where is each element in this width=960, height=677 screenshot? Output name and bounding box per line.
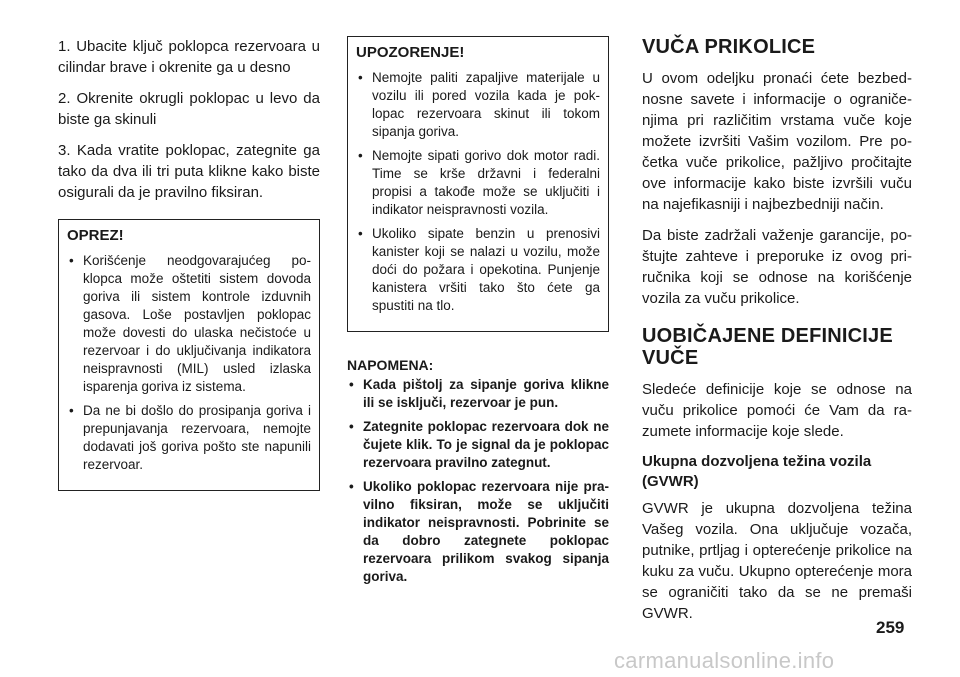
note-item: • Zategnite poklopac rezervoara dok ne čujete klik. To je signal da je poklopac rezervoara pravilno zategnut.	[347, 418, 609, 472]
warning-list	[356, 69, 600, 315]
towing-warranty: Da biste zadržali važenje garancije, poštujte zahteve i preporuke iz ovog priručnika koji se odnose na korišćenje vozila za vuču prikolice.	[642, 227, 912, 307]
towing-intro: U ovom odeljku pronaći ćete bezbednosne savete i informacije o ograničenjima pri različitim vrstama vuče koje možete izvršiti Vašim vozilom. Pre početka vuče prikolice, pažljivo pročitajte ove informacije kako biste izvršili vuču na najefikasniji i najbezbedniji način.	[642, 70, 912, 213]
section-heading-definitions: UOBIČAJENE DEFINICIJE VUČE	[642, 325, 893, 369]
caution-item: • Korišćenje neodgovarajućeg poklopca može oštetiti sistem dovoda goriva ili sistem kontrole izduvnih gasova. Loše postavljen poklopac može dovesti do ulaska nečistoće u rezervoar i do uključivanja indikatora neispravnosti (MIL) usled izlaska isparenja goriva iz sistema.	[67, 252, 311, 396]
caution-item: • Da ne bi došlo do prosipanja goriva i prepunjavanja rezervoara, nemojte dodavati još goriva pošto ste napunili rezervoar.	[67, 402, 311, 474]
note-title: NAPOMENA:	[347, 357, 434, 373]
gvwr-text: GVWR je ukupna dozvoljena težina Vašeg vozila. Ona uključuje vozača, putnike, prtljag i opterećenje prikolice na kuku za vuču. Ukupno opterećenje mora se ograničiti tako da se ne premaši GVWR.	[642, 500, 912, 622]
note-list	[347, 376, 609, 586]
watermark: carmanualsonline.info	[614, 648, 835, 673]
step-2: 2. Okrenite okrugli poklopac u levo da biste ga skinuli	[58, 90, 320, 128]
warning-item: • Nemojte paliti zapaljive materijale u vozilu ili pored vozila kada je poklopac rezervoara skinut ili tokom sipanja goriva.	[356, 69, 600, 141]
warning-box	[347, 36, 609, 332]
warning-item: • Ukoliko sipate benzin u prenosivi kanister koji se nalazi u vozilu, može doći do požara i opekotina. Punjenje kanistera vršiti tako što ćete ga spustiti na tlo.	[356, 225, 600, 315]
middle-column	[347, 36, 609, 592]
caution-list	[67, 252, 311, 474]
warning-item: • Nemojte sipati gorivo dok motor radi. Time se krše državni i federalni propisi a takođe može se uključiti i indikator neispravnosti vozila.	[356, 147, 600, 219]
note-item: • Kada pištolj za sipanje goriva klikne ili se isključi, rezervoar je pun.	[347, 376, 609, 412]
section-heading-towing: VUČA PRIKOLICE	[642, 36, 816, 58]
left-column	[58, 36, 320, 491]
gvwr-subheading: Ukupna dozvoljena težina vozila (GVWR)	[642, 453, 872, 490]
definitions-intro: Sledeće definicije koje se odnose na vuču prikolice pomoći će Vam da razumete informacije koje slede.	[642, 381, 912, 440]
step-1: 1. Ubacite ključ poklopca rezervoara u cilindar brave i okrenite ga u desno	[58, 38, 320, 76]
right-column	[642, 36, 912, 634]
caution-box	[58, 219, 320, 491]
caution-title: OPREZ!	[67, 227, 124, 244]
note-item: • Ukoliko poklopac rezervoara nije pravilno fiksiran, može se uključiti indikator neispravnosti. Pobrinite se da dobro zategnete poklopac rezervoara prilikom svakog sipanja goriva.	[347, 478, 609, 586]
page-number: 259	[876, 618, 905, 637]
step-3: 3. Kada vratite poklopac, zategnite ga tako da dva ili tri puta klikne kako biste osigurali da je pravilno fiksiran.	[58, 142, 320, 201]
warning-title: UPOZORENJE!	[356, 44, 465, 61]
